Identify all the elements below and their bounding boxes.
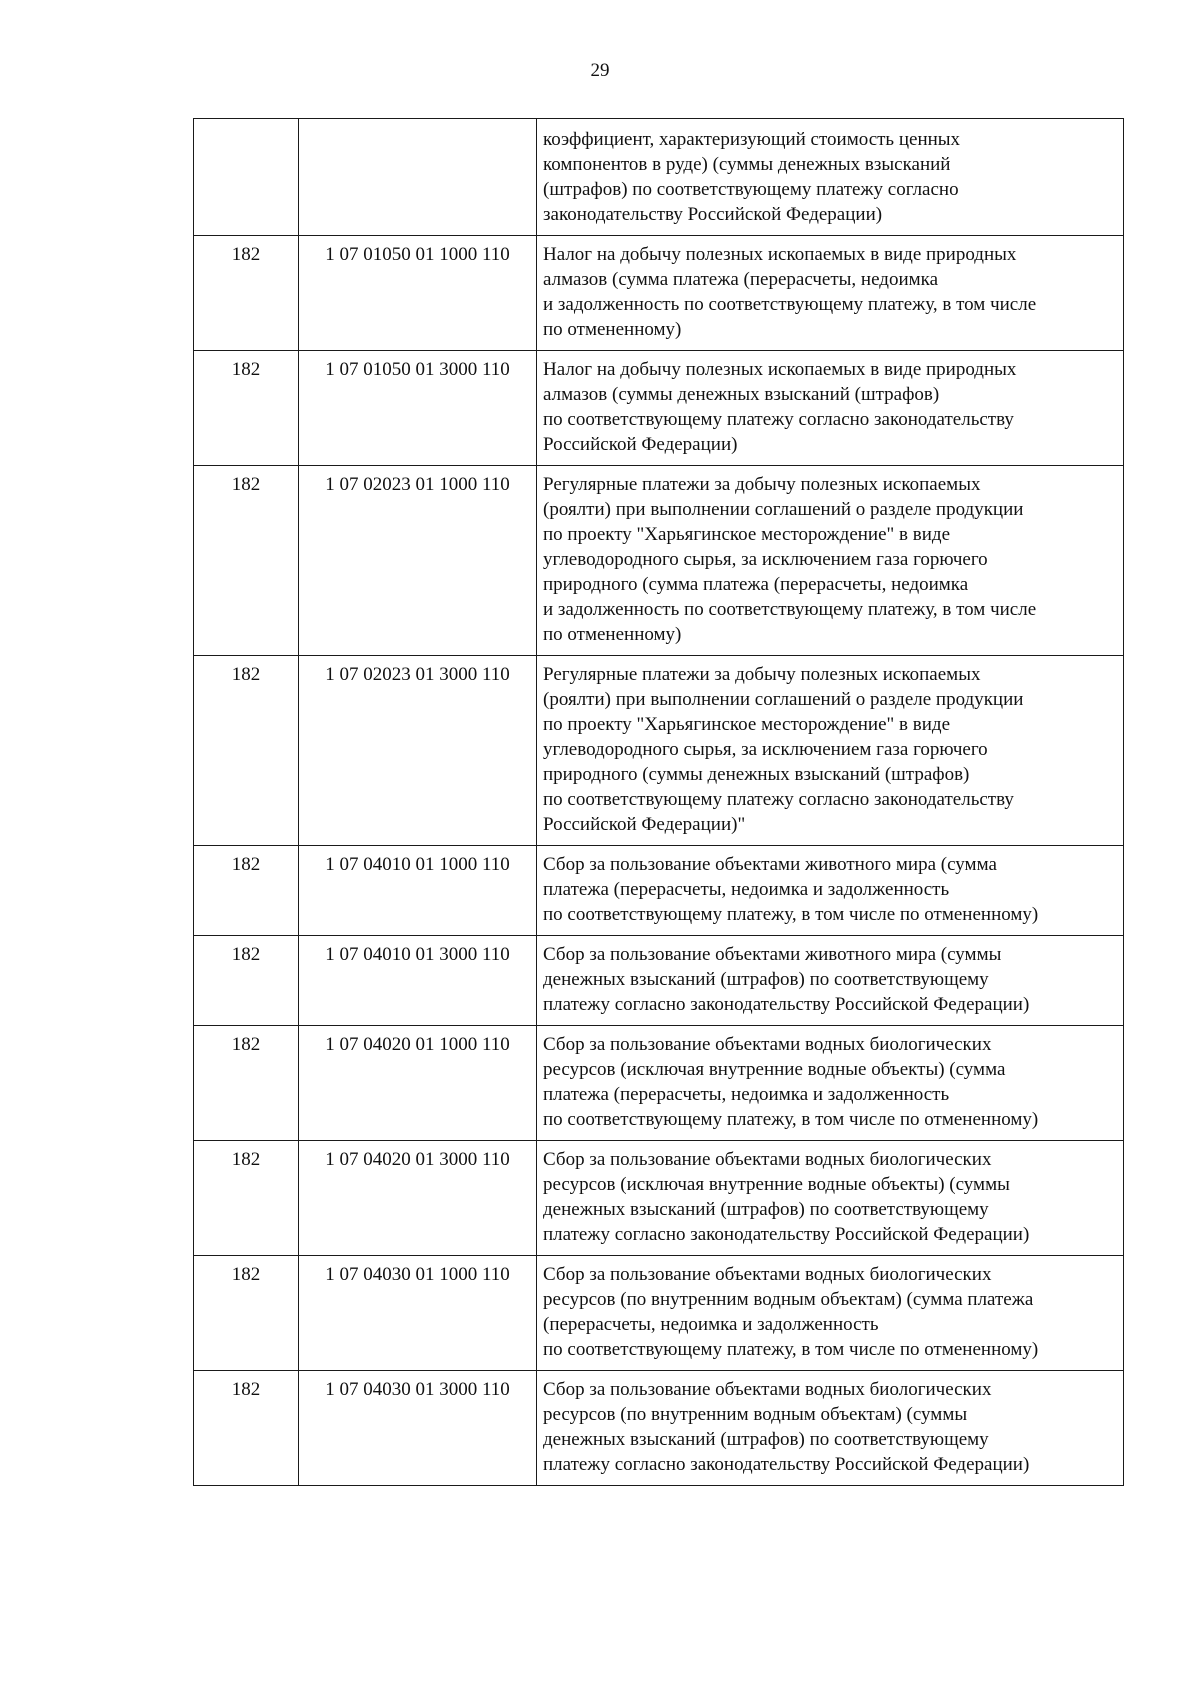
revenue-name-cell: [537, 351, 1124, 466]
administrator-code-cell: 182: [194, 846, 299, 936]
revenue-name-line: ресурсов (по внутренним водным объектам) (суммы: [543, 1404, 968, 1425]
revenue-name-line: по соответствующему платежу согласно законодательству: [543, 409, 1014, 430]
table-row: [194, 236, 1124, 351]
table-row: [194, 1141, 1124, 1256]
revenue-name-line: платежу согласно законодательству Российской Федерации): [543, 1224, 1030, 1245]
table-row: [194, 466, 1124, 656]
revenue-name-line: Регулярные платежи за добычу полезных ископаемых: [543, 474, 981, 495]
revenue-name-line: Российской Федерации): [543, 434, 738, 455]
revenue-name-line: платежу согласно законодательству Российской Федерации): [543, 1454, 1030, 1475]
revenue-name-line: (перерасчеты, недоимка и задолженность: [543, 1314, 879, 1335]
revenue-name-line: природного (суммы денежных взысканий (штрафов): [543, 764, 970, 785]
revenue-name-line: по соответствующему платежу, в том числе по отмененному): [543, 904, 1039, 925]
revenue-name-cell: [537, 466, 1124, 656]
revenue-name-line: Сбор за пользование объектами водных биологических: [543, 1264, 992, 1285]
revenue-name-line: Российской Федерации)": [543, 814, 746, 835]
revenue-name-line: платежу согласно законодательству Российской Федерации): [543, 994, 1030, 1015]
revenue-name-line: углеводородного сырья, за исключением газа горючего: [543, 739, 988, 760]
budget-classification-code-cell: 1 07 02023 01 3000 110: [299, 656, 537, 846]
administrator-code-cell: 182: [194, 1141, 299, 1256]
revenue-name-line: углеводородного сырья, за исключением газа горючего: [543, 549, 988, 570]
table-body: [194, 119, 1124, 1486]
page-number: 29: [590, 60, 610, 81]
administrator-code-cell: 182: [194, 1026, 299, 1141]
revenue-name-line: и задолженность по соответствующему платежу, в том числе: [543, 294, 1037, 315]
revenue-name-line: алмазов (суммы денежных взысканий (штрафов): [543, 384, 940, 405]
administrator-code-cell: 182: [194, 656, 299, 846]
revenue-name-line: Регулярные платежи за добычу полезных ископаемых: [543, 664, 981, 685]
revenue-name-line: по соответствующему платежу, в том числе по отмененному): [543, 1339, 1039, 1360]
budget-classification-code-cell: [299, 119, 537, 236]
administrator-code-cell: 182: [194, 1371, 299, 1486]
budget-classification-code-cell: 1 07 04030 01 3000 110: [299, 1371, 537, 1486]
administrator-code-cell: 182: [194, 351, 299, 466]
table-row: [194, 351, 1124, 466]
revenue-name-line: ресурсов (исключая внутренние водные объекты) (суммы: [543, 1174, 1010, 1195]
revenue-name-line: ресурсов (исключая внутренние водные объекты) (сумма: [543, 1059, 1006, 1080]
revenue-name-cell: [537, 1141, 1124, 1256]
revenue-name-cell: [537, 236, 1124, 351]
revenue-name-line: Сбор за пользование объектами животного мира (сумма: [543, 854, 997, 875]
revenue-name-line: по проекту "Харьягинское месторождение" в виде: [543, 524, 950, 545]
revenue-name-line: денежных взысканий (штрафов) по соответствующему: [543, 1199, 989, 1220]
budget-classification-code-cell: 1 07 01050 01 3000 110: [299, 351, 537, 466]
revenue-name-line: по проекту "Харьягинское месторождение" в виде: [543, 714, 950, 735]
revenue-name-line: платежа (перерасчеты, недоимка и задолженность: [543, 1084, 950, 1105]
revenue-name-line: законодательству Российской Федерации): [543, 204, 883, 225]
revenue-name-line: (роялти) при выполнении соглашений о разделе продукции: [543, 499, 1024, 520]
revenue-name-line: компонентов в руде) (суммы денежных взысканий: [543, 154, 951, 175]
revenue-name-cell: [537, 1256, 1124, 1371]
revenue-name-line: денежных взысканий (штрафов) по соответствующему: [543, 969, 989, 990]
revenue-name-cell: [537, 1026, 1124, 1141]
table-row: [194, 656, 1124, 846]
table-row: [194, 936, 1124, 1026]
revenue-name-cell: [537, 1371, 1124, 1486]
revenue-name-line: алмазов (сумма платежа (перерасчеты, недоимка: [543, 269, 939, 290]
budget-classification-code-cell: 1 07 01050 01 1000 110: [299, 236, 537, 351]
table-row: [194, 1256, 1124, 1371]
revenue-name-line: природного (сумма платежа (перерасчеты, недоимка: [543, 574, 969, 595]
revenue-name-line: (роялти) при выполнении соглашений о разделе продукции: [543, 689, 1024, 710]
budget-classification-code-cell: 1 07 04020 01 1000 110: [299, 1026, 537, 1141]
revenue-name-line: Сбор за пользование объектами водных биологических: [543, 1034, 992, 1055]
budget-classification-code-cell: 1 07 04020 01 3000 110: [299, 1141, 537, 1256]
revenue-name-cell: [537, 846, 1124, 936]
table-row: [194, 1026, 1124, 1141]
revenue-name-line: по отмененному): [543, 624, 682, 645]
revenue-name-cell: [537, 936, 1124, 1026]
revenue-name-line: по соответствующему платежу, в том числе по отмененному): [543, 1109, 1039, 1130]
revenue-name-line: коэффициент, характеризующий стоимость ценных: [543, 129, 961, 150]
administrator-code-cell: 182: [194, 236, 299, 351]
budget-classification-code-cell: 1 07 04030 01 1000 110: [299, 1256, 537, 1371]
revenue-name-line: платежа (перерасчеты, недоимка и задолженность: [543, 879, 950, 900]
table-row: [194, 119, 1124, 236]
revenue-name-line: ресурсов (по внутренним водным объектам) (сумма платежа: [543, 1289, 1034, 1310]
revenue-name-line: Сбор за пользование объектами животного мира (суммы: [543, 944, 1002, 965]
revenue-name-cell: [537, 656, 1124, 846]
revenue-name-line: денежных взысканий (штрафов) по соответствующему: [543, 1429, 989, 1450]
revenue-name-line: (штрафов) по соответствующему платежу согласно: [543, 179, 959, 200]
revenue-name-line: по соответствующему платежу согласно законодательству: [543, 789, 1014, 810]
revenue-name-line: Налог на добычу полезных ископаемых в виде природных: [543, 244, 1017, 265]
revenue-name-line: Сбор за пользование объектами водных биологических: [543, 1379, 992, 1400]
budget-classification-table: [193, 118, 1124, 1486]
revenue-name-line: и задолженность по соответствующему платежу, в том числе: [543, 599, 1037, 620]
revenue-name-cell: [537, 119, 1124, 236]
table-row: [194, 846, 1124, 936]
table-row: [194, 1371, 1124, 1486]
revenue-name-line: Налог на добычу полезных ископаемых в виде природных: [543, 359, 1017, 380]
administrator-code-cell: 182: [194, 466, 299, 656]
administrator-code-cell: 182: [194, 1256, 299, 1371]
budget-classification-code-cell: 1 07 04010 01 3000 110: [299, 936, 537, 1026]
revenue-name-line: Сбор за пользование объектами водных биологических: [543, 1149, 992, 1170]
administrator-code-cell: [194, 119, 299, 236]
revenue-name-line: по отмененному): [543, 319, 682, 340]
budget-classification-code-cell: 1 07 02023 01 1000 110: [299, 466, 537, 656]
administrator-code-cell: 182: [194, 936, 299, 1026]
budget-classification-code-cell: 1 07 04010 01 1000 110: [299, 846, 537, 936]
